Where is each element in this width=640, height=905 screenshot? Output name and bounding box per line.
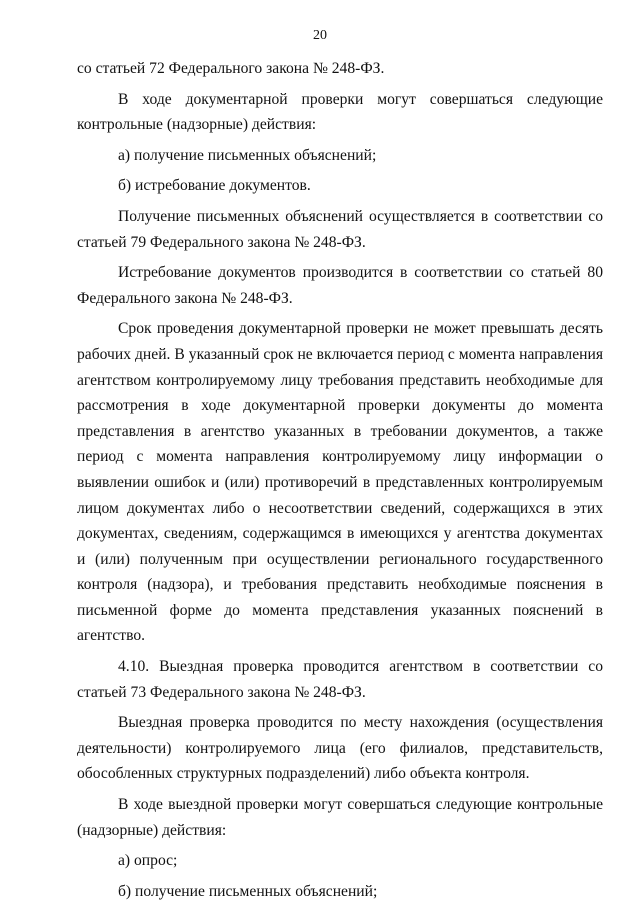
list-item: а) получение письменных объяснений; [118,146,377,164]
list-item: б) истребование документов. [118,177,311,195]
paragraph: Получение письменных объяснений осуществляется в соответствии со статьей 79 Федерального закона № 248-ФЗ. [77,207,603,251]
list-item: б) получение письменных объяснений; [118,882,378,900]
paragraph: Истребование документов производится в соответствии со статьей 80 Федерального закона № 248-ФЗ. [77,264,603,307]
page-number: 20 [313,28,327,43]
list-item: а) опрос; [118,852,178,870]
document-body [77,56,603,904]
paragraph: Выездная проверка проводится по месту нахождения (осуществления деятельности) контролируемого лица (его филиалов, представительств, обособленных структурных подразделений) либо объекта контроля. [77,714,603,783]
paragraph: Срок проведения документарной проверки не может превышать десять рабочих дней. В указанный срок не включается период с момента направления агентством контролируемому лицу требования представить необходимые для рассмотрения в ходе документарной проверки документы до момента представления в агентство указанных в требовании документов, а также период с момента направления контролируемому лицу информации о выявлении ошибок и (или) противоречий в представленных контролируемым лицом документах либо о несоответствии сведений, содержащихся в этих документах, сведениям, содержащимся в имеющихся у агентства документах и (или) полученным при осуществлении регионального государственного контроля (надзора), и требования представить необходимые пояснения в письменной форме до момента представления указанных пояснений в агентство. [77,320,603,645]
paragraph: со статьей 72 Федерального закона № 248-ФЗ. [77,60,385,77]
paragraph: В ходе выездной проверки могут совершаться следующие контрольные (надзорные) действия: [77,796,603,839]
section-paragraph-4-10: 4.10. Выездная проверка проводится агентством в соответствии со статьей 73 Федерального закона № 248-ФЗ. [77,658,603,701]
paragraph: В ходе документарной проверки могут совершаться следующие контрольные (надзорные) действия: [77,90,603,134]
